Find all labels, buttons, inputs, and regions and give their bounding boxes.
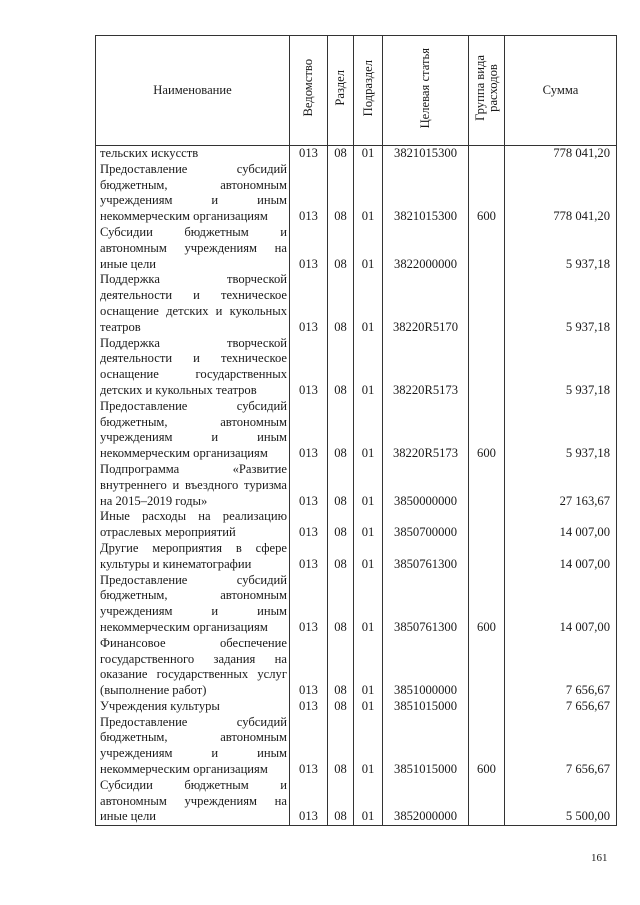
row-subsection: 01 bbox=[354, 541, 383, 573]
row-target: 3851015000 bbox=[383, 699, 469, 715]
row-section: 08 bbox=[328, 272, 354, 335]
row-target: 38220R5170 bbox=[383, 272, 469, 335]
row-section: 08 bbox=[328, 509, 354, 541]
row-sum: 7 656,67 bbox=[505, 636, 617, 699]
row-sum: 14 007,00 bbox=[505, 573, 617, 636]
row-target: 3850761300 bbox=[383, 541, 469, 573]
header-group: Группа вида расходов bbox=[469, 36, 505, 146]
row-section: 08 bbox=[328, 162, 354, 225]
row-group: 600 bbox=[469, 162, 505, 225]
row-target: 38220R5173 bbox=[383, 336, 469, 399]
row-target: 3850000000 bbox=[383, 462, 469, 509]
row-sum: 7 656,67 bbox=[505, 699, 617, 715]
row-name: Субсидии бюджетным и автономным учреждениям на иные цели bbox=[96, 778, 290, 826]
table-row bbox=[96, 636, 617, 699]
row-group: 600 bbox=[469, 715, 505, 778]
row-group bbox=[469, 541, 505, 573]
row-name: Предоставление субсидий бюджетным, автономным учреждениям и иным некоммерческим организациям bbox=[96, 715, 290, 778]
row-section: 08 bbox=[328, 573, 354, 636]
row-name: Поддержка творческой деятельности и техническое оснащение государственных детских и кукольных театров bbox=[96, 336, 290, 399]
row-name: Предоставление субсидий бюджетным, автономным учреждениям и иным некоммерческим организациям bbox=[96, 573, 290, 636]
row-group bbox=[469, 225, 505, 272]
table-row bbox=[96, 225, 617, 272]
row-name: тельских искусств bbox=[96, 146, 290, 162]
row-subsection: 01 bbox=[354, 162, 383, 225]
row-target: 3852000000 bbox=[383, 778, 469, 826]
row-section: 08 bbox=[328, 225, 354, 272]
row-dept: 013 bbox=[290, 636, 328, 699]
row-target: 3851015000 bbox=[383, 715, 469, 778]
row-dept: 013 bbox=[290, 399, 328, 462]
header-name: Наименование bbox=[96, 36, 290, 146]
row-sum: 778 041,20 bbox=[505, 146, 617, 162]
row-sum: 5 937,18 bbox=[505, 272, 617, 335]
table-row bbox=[96, 509, 617, 541]
table-row bbox=[96, 715, 617, 778]
header-section: Раздел bbox=[328, 36, 354, 146]
row-name: Иные расходы на реализацию отраслевых мероприятий bbox=[96, 509, 290, 541]
table-row bbox=[96, 272, 617, 335]
table-row bbox=[96, 162, 617, 225]
row-group bbox=[469, 272, 505, 335]
header-sum: Сумма bbox=[505, 36, 617, 146]
header-dept: Ведомство bbox=[290, 36, 328, 146]
table-row bbox=[96, 399, 617, 462]
row-name: Предоставление субсидий бюджетным, автономным учреждениям и иным некоммерческим организациям bbox=[96, 162, 290, 225]
row-subsection: 01 bbox=[354, 509, 383, 541]
row-group bbox=[469, 699, 505, 715]
row-dept: 013 bbox=[290, 162, 328, 225]
table-row bbox=[96, 573, 617, 636]
table-row bbox=[96, 462, 617, 509]
row-target: 3851000000 bbox=[383, 636, 469, 699]
header-target: Целевая статья bbox=[383, 36, 469, 146]
row-sum: 778 041,20 bbox=[505, 162, 617, 225]
row-dept: 013 bbox=[290, 778, 328, 826]
row-group bbox=[469, 336, 505, 399]
row-name: Учреждения культуры bbox=[96, 699, 290, 715]
row-section: 08 bbox=[328, 146, 354, 162]
row-group bbox=[469, 146, 505, 162]
row-dept: 013 bbox=[290, 573, 328, 636]
row-dept: 013 bbox=[290, 225, 328, 272]
row-target: 38220R5173 bbox=[383, 399, 469, 462]
row-dept: 013 bbox=[290, 699, 328, 715]
row-section: 08 bbox=[328, 715, 354, 778]
header-subsection: Подраздел bbox=[354, 36, 383, 146]
row-section: 08 bbox=[328, 541, 354, 573]
budget-table bbox=[95, 35, 617, 826]
row-name: Субсидии бюджетным и автономным учреждениям на иные цели bbox=[96, 225, 290, 272]
table-row bbox=[96, 699, 617, 715]
table-row bbox=[96, 146, 617, 162]
row-section: 08 bbox=[328, 699, 354, 715]
page-number: 161 bbox=[591, 852, 608, 864]
row-dept: 013 bbox=[290, 462, 328, 509]
row-subsection: 01 bbox=[354, 336, 383, 399]
row-name: Подпрограмма «Развитие внутреннего и въездного туризма на 2015–2019 годы» bbox=[96, 462, 290, 509]
row-sum: 27 163,67 bbox=[505, 462, 617, 509]
row-subsection: 01 bbox=[354, 699, 383, 715]
table-row bbox=[96, 541, 617, 573]
row-group bbox=[469, 509, 505, 541]
row-target: 3850761300 bbox=[383, 573, 469, 636]
row-target: 3850700000 bbox=[383, 509, 469, 541]
row-section: 08 bbox=[328, 336, 354, 399]
row-sum: 5 937,18 bbox=[505, 399, 617, 462]
row-group: 600 bbox=[469, 573, 505, 636]
row-dept: 013 bbox=[290, 715, 328, 778]
row-subsection: 01 bbox=[354, 715, 383, 778]
row-sum: 14 007,00 bbox=[505, 509, 617, 541]
row-subsection: 01 bbox=[354, 573, 383, 636]
row-group bbox=[469, 778, 505, 826]
row-subsection: 01 bbox=[354, 778, 383, 826]
row-dept: 013 bbox=[290, 336, 328, 399]
row-target: 3822000000 bbox=[383, 225, 469, 272]
row-name: Финансовое обеспечение государственного задания на оказание государственных услуг (выполнение работ) bbox=[96, 636, 290, 699]
row-name: Поддержка творческой деятельности и техническое оснащение детских и кукольных театров bbox=[96, 272, 290, 335]
row-target: 3821015300 bbox=[383, 162, 469, 225]
row-sum: 5 937,18 bbox=[505, 336, 617, 399]
row-sum: 7 656,67 bbox=[505, 715, 617, 778]
row-name: Предоставление субсидий бюджетным, автономным учреждениям и иным некоммерческим организациям bbox=[96, 399, 290, 462]
table-header-row bbox=[96, 36, 617, 146]
row-group bbox=[469, 462, 505, 509]
row-target: 3821015300 bbox=[383, 146, 469, 162]
row-dept: 013 bbox=[290, 146, 328, 162]
row-dept: 013 bbox=[290, 272, 328, 335]
row-sum: 14 007,00 bbox=[505, 541, 617, 573]
row-dept: 013 bbox=[290, 509, 328, 541]
row-section: 08 bbox=[328, 778, 354, 826]
row-subsection: 01 bbox=[354, 272, 383, 335]
row-group: 600 bbox=[469, 399, 505, 462]
row-sum: 5 937,18 bbox=[505, 225, 617, 272]
row-name: Другие мероприятия в сфере культуры и кинематографии bbox=[96, 541, 290, 573]
row-section: 08 bbox=[328, 636, 354, 699]
table-row bbox=[96, 778, 617, 826]
row-section: 08 bbox=[328, 399, 354, 462]
row-subsection: 01 bbox=[354, 225, 383, 272]
row-group bbox=[469, 636, 505, 699]
row-subsection: 01 bbox=[354, 462, 383, 509]
row-sum: 5 500,00 bbox=[505, 778, 617, 826]
table-row bbox=[96, 336, 617, 399]
row-subsection: 01 bbox=[354, 399, 383, 462]
row-subsection: 01 bbox=[354, 146, 383, 162]
row-subsection: 01 bbox=[354, 636, 383, 699]
row-section: 08 bbox=[328, 462, 354, 509]
row-dept: 013 bbox=[290, 541, 328, 573]
